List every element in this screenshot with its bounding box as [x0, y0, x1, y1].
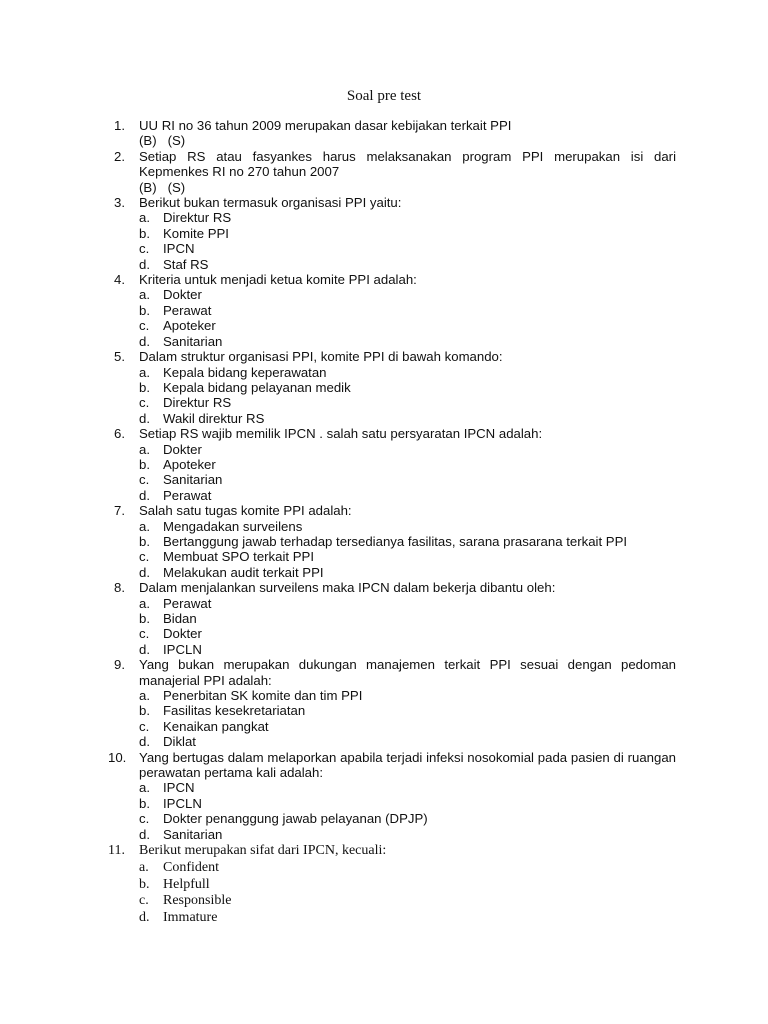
option-a: [139, 210, 676, 225]
option-a: [139, 780, 676, 795]
option-text: Sanitarian: [163, 472, 223, 488]
question-text: UU RI no 36 tahun 2009 merupakan dasar kebijakan terkait PPI: [139, 118, 512, 133]
option-d: [139, 488, 676, 503]
option-text: Apoteker: [163, 456, 216, 472]
option-text: IPCLN: [163, 641, 202, 657]
option-b: [139, 877, 676, 894]
option-text: IPCN: [163, 241, 195, 257]
option-a: [139, 596, 676, 611]
option-text: Bidan: [163, 611, 197, 626]
option-text: Kepala bidang keperawatan: [163, 364, 327, 380]
option-text: IPCN: [163, 780, 195, 796]
option-letter: c.: [139, 811, 150, 827]
option-a: [139, 365, 676, 380]
option-text: Fasilitas kesekretariatan: [163, 703, 306, 719]
question-8: [114, 580, 676, 657]
option-letter: c.: [139, 395, 150, 411]
option-d: [139, 910, 676, 927]
option-text: Immature: [163, 910, 218, 926]
option-letter: d.: [139, 487, 150, 503]
option-a: [139, 860, 676, 877]
question-number: 8.: [114, 580, 125, 596]
option-b: [139, 534, 676, 549]
option-text: Perawat: [163, 302, 212, 318]
option-letter: b.: [139, 611, 150, 626]
option-text: Direktur RS: [163, 210, 232, 226]
option-letter: d.: [139, 641, 150, 657]
question-text: Setiap RS wajib memilik IPCN . salah satu persyaratan IPCN adalah:: [139, 426, 543, 442]
option-d: [139, 334, 676, 349]
question-5: [114, 349, 676, 426]
option-b: [139, 703, 676, 718]
question-6: [114, 426, 676, 503]
question-list-serif: [108, 843, 676, 927]
option-c: [139, 811, 676, 826]
option-text: IPCLN: [163, 795, 202, 811]
option-letter: c.: [139, 472, 150, 488]
option-c: [139, 719, 676, 734]
option-c: [139, 472, 676, 487]
option-b: [139, 457, 676, 472]
option-text: Staf RS: [163, 256, 209, 272]
option-letter: a.: [139, 364, 150, 380]
option-text: Helpfull: [163, 876, 210, 892]
question-2: [114, 149, 676, 195]
question-text: Dalam menjalankan surveilens maka IPCN dalam bekerja dibantu oleh:: [139, 580, 556, 596]
question-text: Berikut merupakan sifat dari IPCN, kecuali:: [139, 843, 387, 858]
option-text: Kepala bidang pelayanan medik: [163, 379, 351, 395]
option-letter: c.: [139, 718, 150, 734]
option-letter: b.: [139, 302, 150, 318]
option-letter: c.: [139, 893, 149, 909]
option-letter: d.: [139, 256, 150, 272]
question-text-content: Yang bukan merupakan dukungan manajemen terkait PPI sesuai dengan pedoman manajerial PPI adalah:: [139, 657, 676, 688]
question-text: Kriteria untuk menjadi ketua komite PPI adalah:: [139, 272, 417, 288]
option-letter: d.: [139, 410, 150, 426]
true-false-choices: (B) (S): [139, 179, 186, 195]
option-b: [139, 226, 676, 241]
question-text-content: Yang bertugas dalam melaporkan apabila terjadi infeksi nosokomial pada pasien di ruangan perawatan pertama kali adalah:: [139, 749, 676, 781]
question-number: 2.: [114, 148, 125, 164]
option-b: [139, 303, 676, 318]
option-letter: a.: [139, 287, 150, 303]
option-d: [139, 565, 676, 580]
option-d: [139, 642, 676, 657]
option-text: Confident: [163, 859, 219, 875]
option-b: [139, 796, 676, 811]
question-text: [139, 750, 676, 781]
option-letter: b.: [139, 876, 150, 892]
option-letter: a.: [139, 210, 150, 226]
option-letter: b.: [139, 225, 150, 241]
question-number: 7.: [114, 503, 125, 519]
option-letter: c.: [139, 626, 150, 642]
option-b: [139, 380, 676, 395]
question-9: [114, 657, 676, 749]
option-c: [139, 395, 676, 410]
question-3: [114, 195, 676, 272]
option-text: Penerbitan SK komite dan tim PPI: [163, 688, 363, 704]
option-letter: d.: [139, 564, 150, 580]
option-text: Direktur RS: [163, 395, 232, 411]
option-letter: b.: [139, 456, 150, 472]
option-d: [139, 734, 676, 749]
question-number: 5.: [114, 349, 125, 365]
true-false-choices: (B) (S): [139, 133, 186, 149]
question-number: 1.: [114, 118, 125, 133]
question-11: [108, 843, 676, 927]
option-d: [139, 411, 676, 426]
question-number: 9.: [114, 657, 125, 673]
option-text: Dokter: [163, 287, 202, 303]
option-text: Diklat: [163, 734, 196, 750]
option-text: Komite PPI: [163, 225, 229, 241]
option-a: [139, 688, 676, 703]
option-text: Dokter penanggung jawab pelayanan (DPJP): [163, 811, 428, 827]
option-letter: b.: [139, 379, 150, 395]
option-text: Perawat: [163, 487, 212, 503]
option-d: [139, 827, 676, 842]
option-letter: d.: [139, 826, 150, 842]
option-text: Dokter: [163, 626, 202, 642]
question-text: [139, 657, 676, 688]
option-letter: a.: [139, 518, 150, 534]
option-text: Melakukan audit terkait PPI: [163, 564, 324, 580]
option-text: Mengadakan surveilens: [163, 518, 303, 534]
question-1: [114, 118, 676, 149]
question-7: [114, 503, 676, 580]
option-c: [139, 318, 676, 333]
option-text: Responsible: [163, 893, 232, 909]
option-text: Sanitarian: [163, 333, 223, 349]
option-a: [139, 287, 676, 302]
option-letter: d.: [139, 910, 150, 926]
option-letter: a.: [139, 441, 150, 457]
question-number: 11.: [108, 843, 125, 858]
option-letter: a.: [139, 859, 149, 875]
option-text: Sanitarian: [163, 826, 223, 842]
question-number: 10.: [108, 749, 127, 765]
option-text: Dokter: [163, 441, 202, 457]
option-letter: c.: [139, 241, 150, 257]
question-text: Salah satu tugas komite PPI adalah:: [139, 503, 352, 519]
option-letter: a.: [139, 780, 150, 796]
question-number: 6.: [114, 426, 125, 442]
option-letter: b.: [139, 533, 150, 549]
option-text: Apoteker: [163, 318, 216, 334]
option-b: [139, 611, 676, 626]
question-text: Dalam struktur organisasi PPI, komite PPI di bawah komando:: [139, 349, 503, 365]
question-number: 4.: [114, 272, 125, 288]
option-letter: b.: [139, 795, 150, 811]
option-letter: d.: [139, 333, 150, 349]
option-letter: a.: [139, 595, 150, 611]
option-c: [139, 241, 676, 256]
option-letter: a.: [139, 688, 150, 704]
option-text: Membuat SPO terkait PPI: [163, 549, 314, 565]
option-letter: c.: [139, 318, 150, 334]
option-text: Bertanggung jawab terhadap tersedianya fasilitas, sarana prasarana terkait PPI: [163, 533, 628, 549]
question-10: [108, 749, 676, 842]
option-text: Perawat: [163, 595, 212, 611]
option-letter: b.: [139, 703, 150, 719]
question-list: [108, 118, 676, 842]
option-letter: d.: [139, 734, 150, 750]
option-letter: c.: [139, 549, 150, 565]
option-a: [139, 519, 676, 534]
option-text: Wakil direktur RS: [163, 410, 265, 426]
question-number: 3.: [114, 195, 125, 211]
page-title: Soal pre test: [346, 88, 422, 104]
option-text: Kenaikan pangkat: [163, 718, 269, 734]
option-c: [139, 626, 676, 641]
question-text-content: Setiap RS atau fasyankes harus melaksanakan program PPI merupakan isi dari Kepmenkes RI no 270 tahun 2007: [139, 148, 676, 180]
option-d: [139, 257, 676, 272]
option-c: [139, 893, 676, 910]
option-a: [139, 442, 676, 457]
question-text: [139, 149, 676, 180]
question-4: [114, 272, 676, 349]
option-c: [139, 549, 676, 564]
question-text: Berikut bukan termasuk organisasi PPI yaitu:: [139, 195, 402, 211]
